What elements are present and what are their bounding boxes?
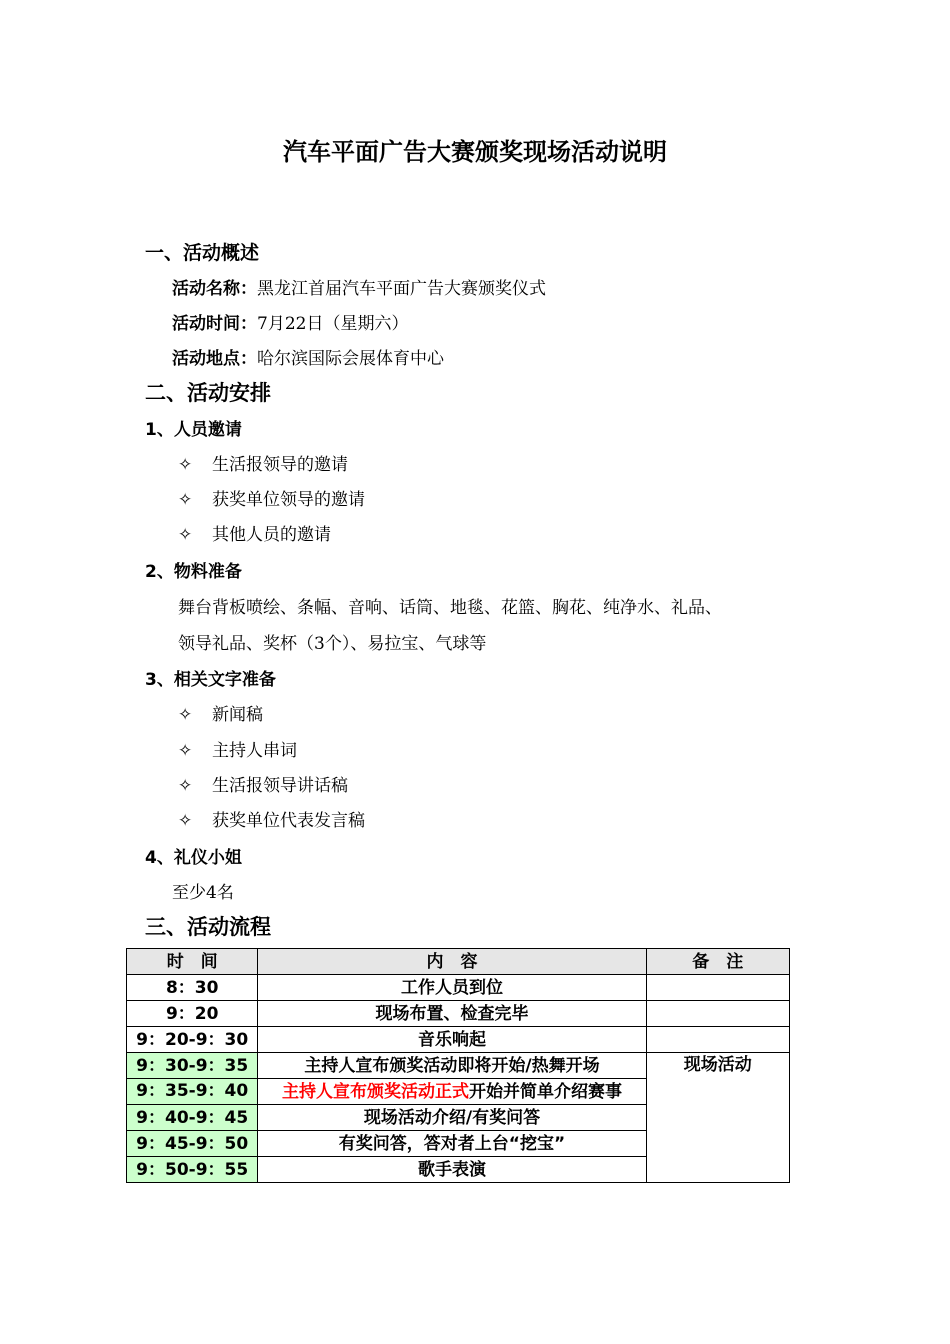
cell-note [646, 975, 789, 1001]
col-header-note: 备 注 [646, 949, 789, 975]
subsection-materials-heading: 2、物料准备 [145, 562, 242, 582]
cell-time: 9：50-9：55 [127, 1157, 258, 1183]
subsection-etiquette-heading: 4、礼仪小姐 [145, 848, 242, 868]
table-row [127, 975, 790, 1001]
cell-content: 现场布置、检查完毕 [258, 1001, 646, 1027]
list-item: ✧ 生活报领导的邀请 [178, 455, 348, 475]
cell-time: 9：35-9：40 [127, 1079, 258, 1105]
cell-time: 9：30-9：35 [127, 1053, 258, 1079]
activity-place-value: 哈尔滨国际会展体育中心 [257, 349, 444, 369]
cell-content: 歌手表演 [258, 1157, 646, 1183]
star-bullet-icon: ✧ [178, 525, 193, 545]
star-bullet-icon: ✧ [178, 811, 193, 831]
materials-line-1: 舞台背板喷绘、条幅、音响、话筒、地毯、花篮、胸花、纯净水、礼品、 [178, 598, 722, 618]
etiquette-text: 至少4名 [172, 883, 234, 903]
list-item: ✧ 获奖单位领导的邀请 [178, 490, 365, 510]
col-header-content: 内 容 [258, 949, 646, 975]
activity-place-label: 活动地点： [172, 349, 257, 369]
list-item: ✧ 获奖单位代表发言稿 [178, 811, 365, 831]
list-item: ✧ 其他人员的邀请 [178, 525, 331, 545]
list-item: ✧ 生活报领导讲话稿 [178, 776, 348, 796]
highlight-text: 主持人宣布颁奖活动正式 [281, 1081, 469, 1102]
cell-note [646, 1027, 789, 1053]
activity-time-line [172, 309, 408, 334]
section-arrangement-heading: 二、活动安排 [145, 381, 271, 405]
activity-time-value: 7月22日（星期六） [257, 314, 409, 334]
cell-note [646, 1001, 789, 1027]
table-row [127, 1001, 790, 1027]
cell-time: 9：40-9：45 [127, 1105, 258, 1131]
subsection-invite-heading: 1、人员邀请 [145, 420, 242, 440]
cell-content: 主持人宣布颁奖活动正式开始并简单介绍赛事 [258, 1079, 646, 1105]
cell-content: 有奖问答，答对者上台“挖宝” [258, 1131, 646, 1157]
activity-place-line [172, 344, 444, 369]
cell-content: 音乐响起 [258, 1027, 646, 1053]
list-item: ✧ 主持人串词 [178, 741, 297, 761]
star-bullet-icon: ✧ [178, 455, 193, 475]
activity-name-label: 活动名称： [172, 279, 257, 299]
subsection-texts-heading: 3、相关文字准备 [145, 670, 276, 690]
cell-time: 9：20-9：30 [127, 1027, 258, 1053]
cell-time: 9：20 [127, 1001, 258, 1027]
cell-time: 8：30 [127, 975, 258, 1001]
star-bullet-icon: ✧ [178, 705, 193, 725]
table-row [127, 1053, 790, 1079]
star-bullet-icon: ✧ [178, 490, 193, 510]
table-header-row [127, 949, 790, 975]
activity-name-line [172, 274, 546, 299]
col-header-time: 时 间 [127, 949, 258, 975]
activity-time-label: 活动时间： [172, 314, 257, 334]
star-bullet-icon: ✧ [178, 741, 193, 761]
section-overview-heading: 一、活动概述 [145, 242, 260, 264]
table-row [127, 1027, 790, 1053]
document-title: 汽车平面广告大赛颁奖现场活动说明 [283, 138, 667, 166]
activity-name-value: 黑龙江首届汽车平面广告大赛颁奖仪式 [257, 279, 546, 299]
cell-time: 9：45-9：50 [127, 1131, 258, 1157]
cell-content: 工作人员到位 [258, 975, 646, 1001]
materials-line-2: 领导礼品、奖杯（3个）、易拉宝、气球等 [178, 634, 487, 654]
cell-content: 现场活动介绍/有奖问答 [258, 1105, 646, 1131]
flow-table [126, 948, 790, 1183]
star-bullet-icon: ✧ [178, 776, 193, 796]
list-item: ✧ 新闻稿 [178, 705, 263, 725]
cell-content: 主持人宣布颁奖活动即将开始/热舞开场 [258, 1053, 646, 1079]
cell-note-merged: 现场活动 [646, 1053, 789, 1183]
section-flow-heading: 三、活动流程 [145, 915, 271, 939]
